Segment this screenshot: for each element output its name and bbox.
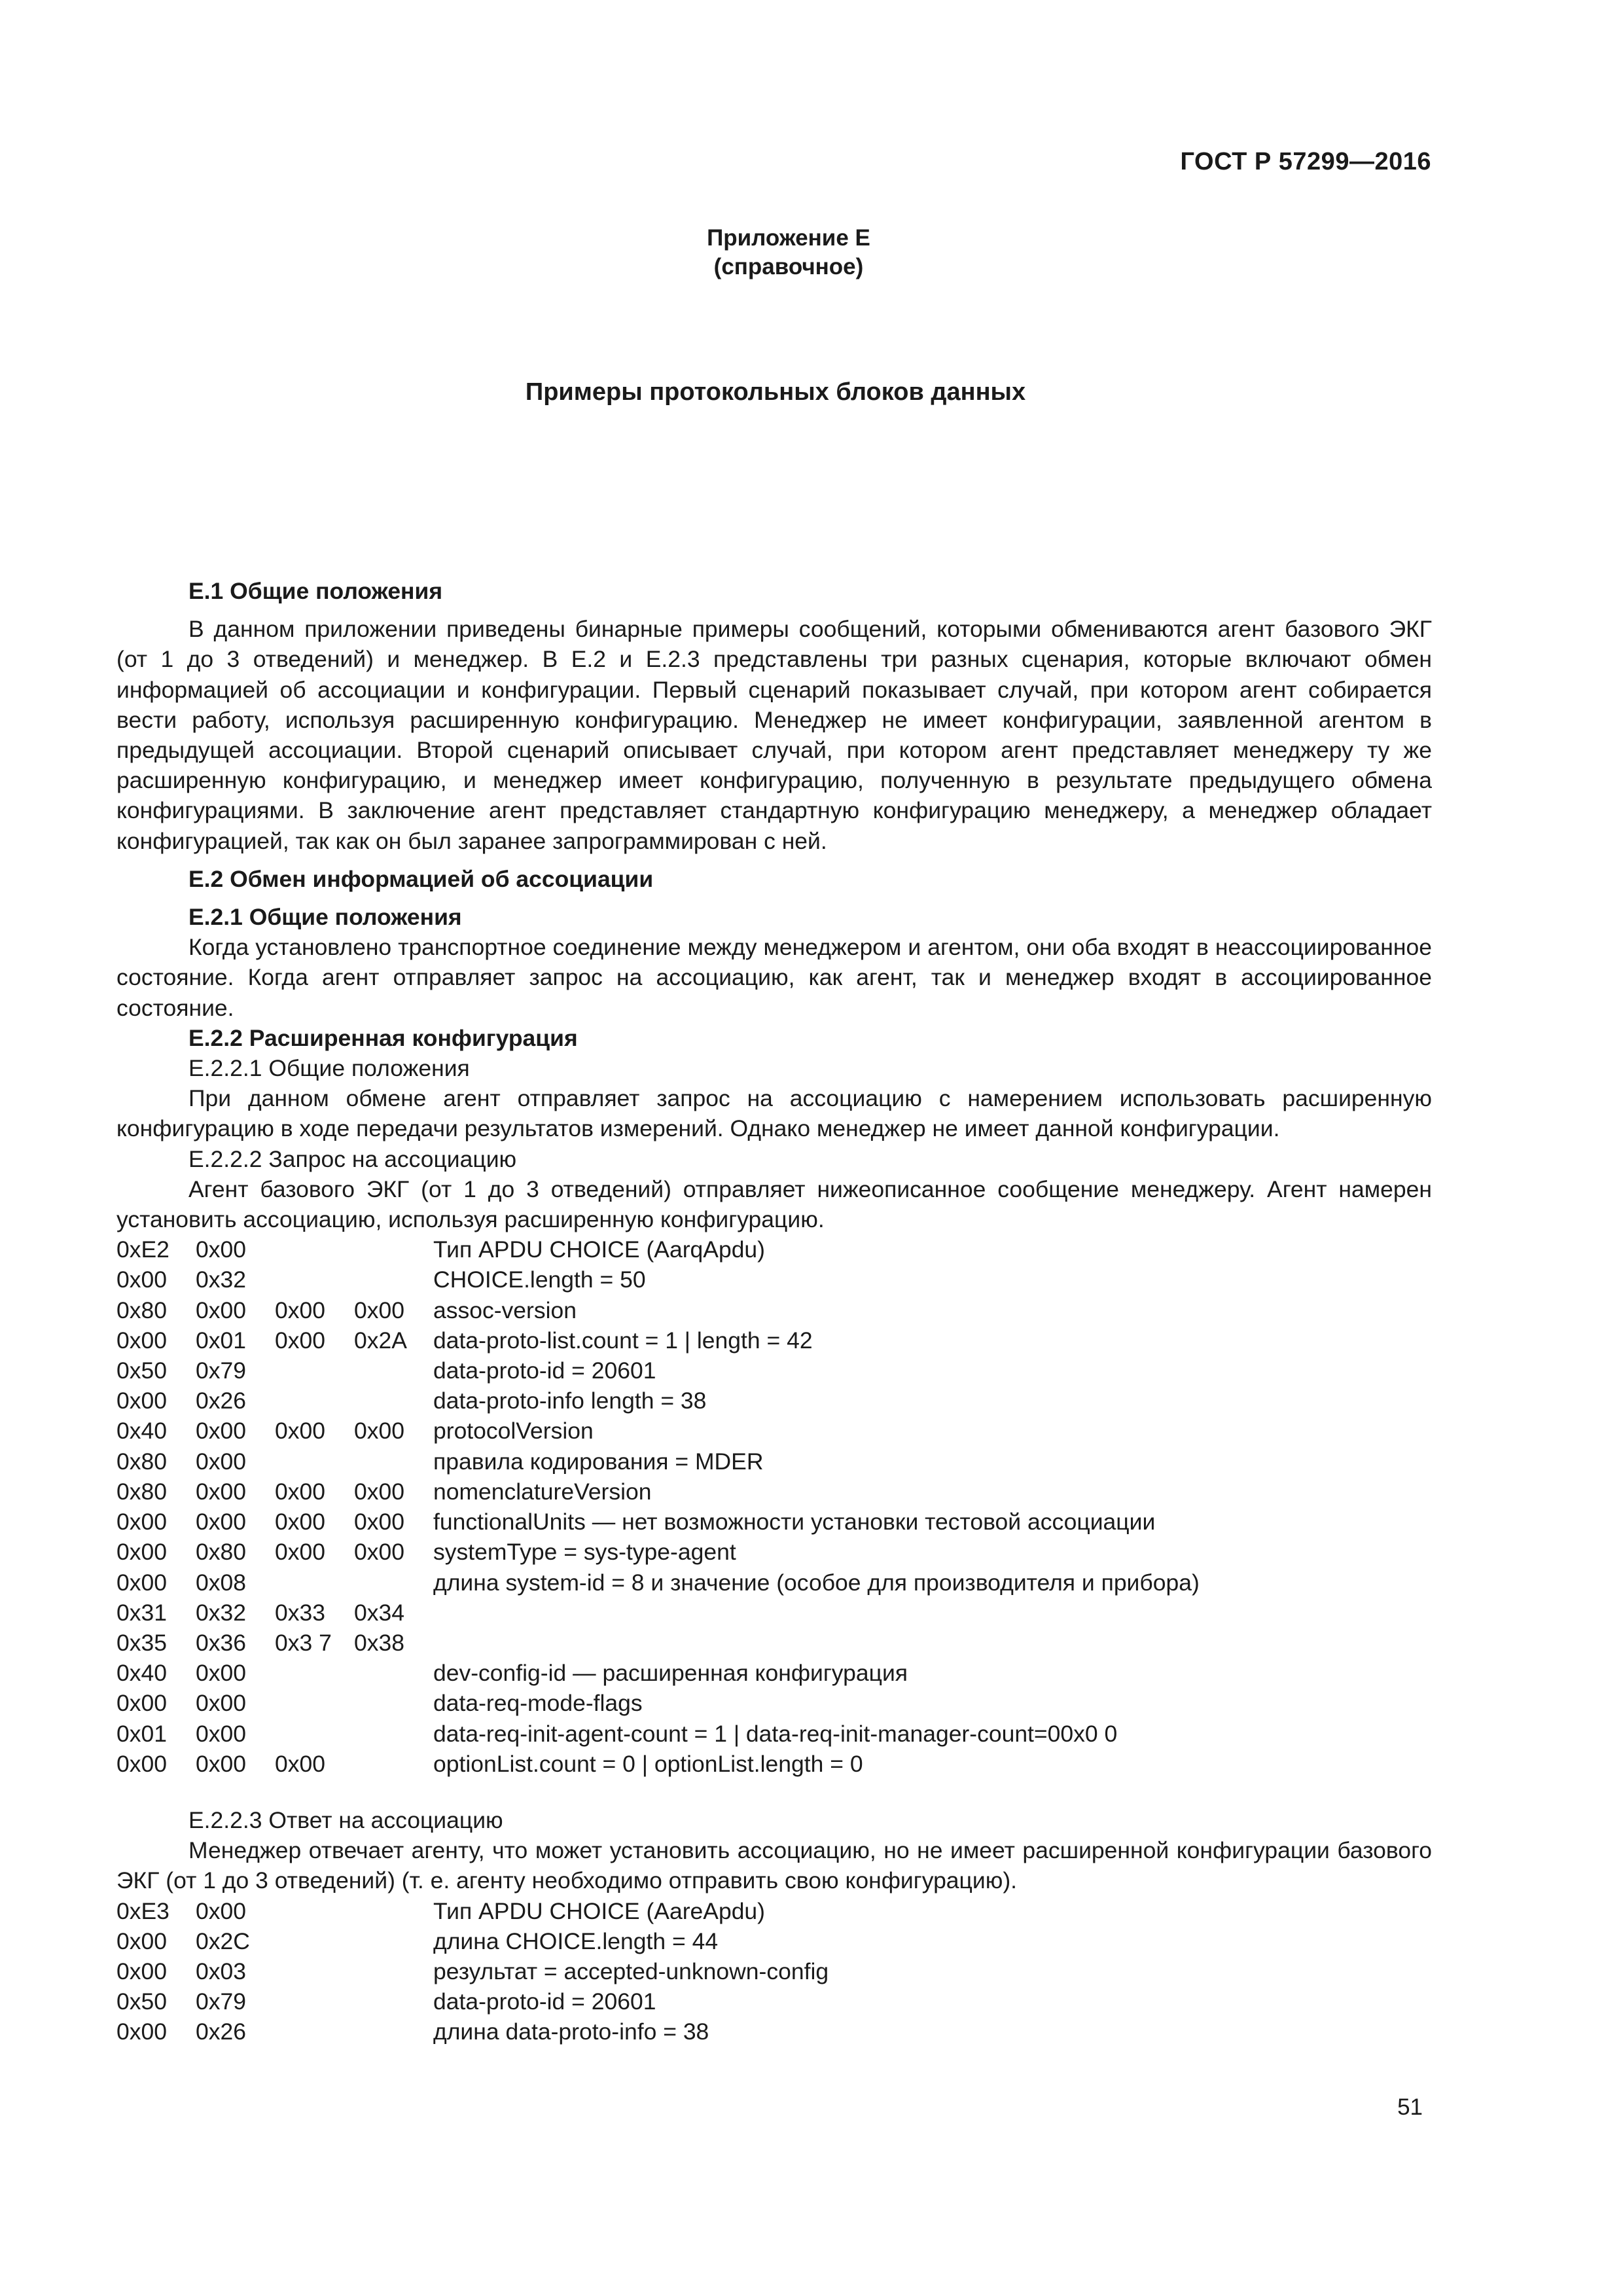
apdu-byte <box>354 1446 433 1477</box>
apdu-row <box>116 1507 1200 1537</box>
appendix-heading <box>0 224 1577 281</box>
apdu-byte <box>354 1568 433 1598</box>
apdu-description: результат = accepted-unknown-config <box>433 1958 829 1984</box>
apdu-byte: 0xE3 <box>116 1897 169 1924</box>
apdu-row <box>116 1926 829 1956</box>
apdu-byte: 0x2A <box>354 1327 407 1354</box>
apdu-byte: 0x00 <box>116 1539 167 1566</box>
apdu-byte <box>354 1956 433 1986</box>
apdu-byte: 0x32 <box>196 1599 246 1626</box>
apdu-byte: 0x00 <box>116 1327 167 1354</box>
apdu-row <box>116 1295 1200 1325</box>
apdu-byte: 0x00 <box>196 1690 246 1717</box>
apdu-byte <box>354 1688 433 1718</box>
apdu-byte: 0x00 <box>354 1418 404 1444</box>
apdu-byte: 0x00 <box>116 1569 167 1596</box>
apdu-byte <box>275 1234 354 1265</box>
apdu-byte: 0x03 <box>196 1958 246 1984</box>
apdu-row <box>116 1986 829 2017</box>
apdu-row <box>116 1688 1200 1718</box>
apdu-byte: 0x80 <box>116 1448 167 1475</box>
apdu-row <box>116 1568 1200 1598</box>
apdu-byte <box>354 1896 433 1926</box>
apdu-description <box>433 1598 1200 1628</box>
apdu-description: optionList.count = 0 | optionList.length = 0 <box>433 1750 863 1777</box>
apdu-description: CHOICE.length = 50 <box>433 1266 646 1293</box>
section-e1-text: В данном приложении приведены бинарные примеры сообщений, которыми обмениваются агент базового ЭКГ (от 1 до 3 отведений) и менеджер. В Е.2 и Е.2.3 представлены три разных сценария, которые включают обмен информацией об ассоциации и конфигурации. Первый сценарий показывает случай, при котором агент собирается вести работу, используя расширенную конфигурацию. Менеджер не имеет конфигурации, заявленной агентом в предыдущей ассоциации. Второй сценарий описывает случай, при котором агент представляет менеджеру ту же расширенную конфигурацию, и менеджер имеет конфигурацию, полученную в результате предыдущего обмена конфигурациями. В заключение агент представляет стандартную конфигурацию менеджеру, а менеджер обладает конфигурацией, так как он был заранее запрограммирован с ней. <box>116 616 1432 854</box>
apdu-byte <box>275 1926 354 1956</box>
document-code: ГОСТ Р 57299—2016 <box>1180 148 1431 175</box>
apdu-byte <box>354 1265 433 1295</box>
apdu-row <box>116 1658 1200 1688</box>
apdu-byte: 0x36 <box>196 1629 246 1656</box>
apdu-byte: 0x79 <box>196 1988 246 2015</box>
apdu-byte: 0x31 <box>116 1599 167 1626</box>
apdu-byte: 0x00 <box>275 1418 325 1444</box>
apdu-byte <box>275 1956 354 1986</box>
apdu-row <box>116 1719 1200 1749</box>
apdu-row <box>116 1446 1200 1477</box>
section-e223-text: Менеджер отвечает агенту, что может установить ассоциацию, но не имеет расширенной конфигурации базового ЭКГ (от 1 до 3 отведений) (т. е. агенту необходимо отправить свою конфигурацию). <box>116 1837 1432 1894</box>
apdu-byte: 0x38 <box>354 1629 404 1656</box>
apdu-row <box>116 1325 1200 1355</box>
apdu-byte <box>275 1719 354 1749</box>
apdu-row <box>116 1265 1200 1295</box>
association-request-table <box>116 1234 1200 1779</box>
apdu-byte <box>354 1986 433 2017</box>
apdu-byte <box>354 1355 433 1386</box>
apdu-byte <box>354 1719 433 1749</box>
apdu-row <box>116 1598 1200 1628</box>
apdu-byte <box>275 1446 354 1477</box>
section-e222-heading: Е.2.2.2 Запрос на ассоциацию <box>188 1145 517 1172</box>
apdu-byte <box>275 1568 354 1598</box>
apdu-byte: 0x00 <box>196 1509 246 1535</box>
apdu-byte: 0x00 <box>275 1297 325 1323</box>
apdu-byte: 0x26 <box>196 1388 246 1414</box>
apdu-byte: 0x00 <box>196 1660 246 1687</box>
apdu-byte: 0x80 <box>116 1297 167 1323</box>
apdu-byte <box>275 1896 354 1926</box>
apdu-row <box>116 1234 1200 1265</box>
section-e21-text: Когда установлено транспортное соединение между менеджером и агентом, они оба входят в неассоциированное состояние. Когда агент отправляет запрос на ассоциацию, как агент, так и менеджер входят в ассоциированное состояние. <box>116 934 1432 1021</box>
apdu-byte: 0x00 <box>354 1478 404 1505</box>
section-e221-heading: Е.2.2.1 Общие положения <box>188 1055 470 1082</box>
apdu-byte: 0x32 <box>196 1266 246 1293</box>
apdu-byte: 0x00 <box>354 1509 404 1535</box>
apdu-byte: 0x26 <box>196 2018 246 2045</box>
section-e22-heading: Е.2.2 Расширенная конфигурация <box>188 1024 578 1051</box>
apdu-byte: 0x00 <box>275 1478 325 1505</box>
apdu-byte <box>354 1234 433 1265</box>
apdu-byte: 0x00 <box>116 1266 167 1293</box>
apdu-byte: 0x00 <box>116 2018 167 2045</box>
apdu-byte: 0x00 <box>275 1750 325 1777</box>
apdu-description: data-req-init-agent-count = 1 | data-req-init-manager-count=00x0 0 <box>433 1720 1118 1747</box>
apdu-byte <box>275 1658 354 1688</box>
apdu-row <box>116 1628 1200 1658</box>
document-body <box>116 576 1432 2047</box>
apdu-row <box>116 1477 1200 1507</box>
apdu-description: protocolVersion <box>433 1418 594 1444</box>
apdu-description: data-proto-list.count = 1 | length = 42 <box>433 1327 813 1354</box>
apdu-description <box>433 1628 1200 1658</box>
apdu-byte: 0x01 <box>196 1327 246 1354</box>
apdu-row <box>116 1896 829 1926</box>
main-title: Примеры протокольных блоков данных <box>525 378 1026 406</box>
apdu-byte: 0x00 <box>196 1418 246 1444</box>
apdu-byte: 0x79 <box>196 1357 246 1384</box>
apdu-byte <box>354 1749 433 1779</box>
apdu-byte: 0x00 <box>116 1958 167 1984</box>
section-e221-text: При данном обмене агент отправляет запрос на ассоциацию с намерением использовать расширенную конфигурацию в ходе передачи результатов измерений. Однако менеджер не имеет данной конфигурации. <box>116 1085 1432 1142</box>
apdu-row <box>116 1386 1200 1416</box>
apdu-byte: 0x50 <box>116 1357 167 1384</box>
apdu-byte: 0x00 <box>116 1690 167 1717</box>
apdu-byte: 0x33 <box>275 1599 325 1626</box>
apdu-byte <box>275 1265 354 1295</box>
appendix-title: Приложение Е <box>707 225 870 251</box>
apdu-byte: 0x50 <box>116 1988 167 2015</box>
apdu-description: nomenclatureVersion <box>433 1478 652 1505</box>
apdu-byte <box>275 2017 354 2047</box>
apdu-description: длина CHOICE.length = 44 <box>433 1928 719 1954</box>
apdu-byte: 0x40 <box>116 1660 167 1687</box>
section-e21-heading: Е.2.1 Общие положения <box>188 904 462 931</box>
apdu-byte: 0x00 <box>116 1509 167 1535</box>
apdu-description: data-proto-id = 20601 <box>433 1988 656 2015</box>
apdu-description: длина data-proto-info = 38 <box>433 2018 709 2045</box>
apdu-description: длина system-id = 8 и значение (особое для производителя и прибора) <box>433 1569 1200 1596</box>
apdu-byte <box>354 2017 433 2047</box>
apdu-byte <box>275 1688 354 1718</box>
apdu-byte: 0x00 <box>354 1297 404 1323</box>
apdu-byte: 0x40 <box>116 1418 167 1444</box>
apdu-byte: 0x80 <box>116 1478 167 1505</box>
section-e223-heading: Е.2.2.3 Ответ на ассоциацию <box>188 1806 503 1833</box>
apdu-byte <box>275 1986 354 2017</box>
apdu-byte: 0x00 <box>196 1750 246 1777</box>
apdu-byte: 0x00 <box>116 1750 167 1777</box>
apdu-byte: 0x34 <box>354 1599 404 1626</box>
apdu-description: Тип APDU CHOICE (AarqApdu) <box>433 1236 766 1263</box>
section-e222-text: Агент базового ЭКГ (от 1 до 3 отведений) отправляет нижеописанное сообщение менеджеру. Агент намерен установить ассоциацию, используя расширенную конфигурацию. <box>116 1175 1432 1233</box>
apdu-byte: 0x00 <box>275 1539 325 1566</box>
apdu-byte: 0x00 <box>196 1236 246 1263</box>
apdu-byte: 0x35 <box>116 1629 167 1656</box>
apdu-row <box>116 1355 1200 1386</box>
section-e1-heading: Е.1 Общие положения <box>188 578 443 604</box>
apdu-row <box>116 1416 1200 1446</box>
apdu-row <box>116 1956 829 1986</box>
apdu-byte: 0xE2 <box>116 1236 169 1263</box>
association-response-table <box>116 1896 829 2047</box>
apdu-byte: 0x00 <box>196 1297 246 1323</box>
apdu-description: dev-config-id — расширенная конфигурация <box>433 1660 908 1687</box>
apdu-byte: 0x00 <box>196 1720 246 1747</box>
apdu-byte: 0x00 <box>354 1539 404 1566</box>
apdu-byte: 0x01 <box>116 1720 167 1747</box>
apdu-byte: 0x00 <box>196 1897 246 1924</box>
apdu-row <box>116 2017 829 2047</box>
apdu-byte: 0x08 <box>196 1569 246 1596</box>
apdu-description: правила кодирования = MDER <box>433 1448 764 1475</box>
apdu-byte: 0x00 <box>116 1928 167 1954</box>
page-number: 51 <box>1397 2094 1423 2120</box>
apdu-description: data-req-mode-flags <box>433 1690 643 1717</box>
apdu-description: assoc-version <box>433 1297 577 1323</box>
apdu-byte: 0x3 7 <box>275 1629 332 1656</box>
apdu-description: systemType = sys-type-agent <box>433 1539 736 1566</box>
apdu-description: data-proto-info length = 38 <box>433 1388 707 1414</box>
section-e2-heading: Е.2 Обмен информацией об ассоциации <box>188 865 654 892</box>
apdu-byte: 0x00 <box>116 1388 167 1414</box>
apdu-byte <box>354 1386 433 1416</box>
apdu-byte <box>354 1658 433 1688</box>
apdu-byte: 0x80 <box>196 1539 246 1566</box>
apdu-description: data-proto-id = 20601 <box>433 1357 656 1384</box>
apdu-row <box>116 1749 1200 1779</box>
apdu-byte: 0x00 <box>275 1509 325 1535</box>
apdu-byte <box>275 1355 354 1386</box>
apdu-description: Тип APDU CHOICE (AareApdu) <box>433 1897 766 1924</box>
apdu-byte: 0x2C <box>196 1928 250 1954</box>
appendix-subtitle: (справочное) <box>713 254 864 279</box>
apdu-byte: 0x00 <box>275 1327 325 1354</box>
apdu-description: functionalUnits — нет возможности установки тестовой ассоциации <box>433 1509 1156 1535</box>
apdu-row <box>116 1537 1200 1567</box>
apdu-byte: 0x00 <box>196 1448 246 1475</box>
apdu-byte: 0x00 <box>196 1478 246 1505</box>
apdu-byte <box>275 1386 354 1416</box>
apdu-byte <box>354 1926 433 1956</box>
